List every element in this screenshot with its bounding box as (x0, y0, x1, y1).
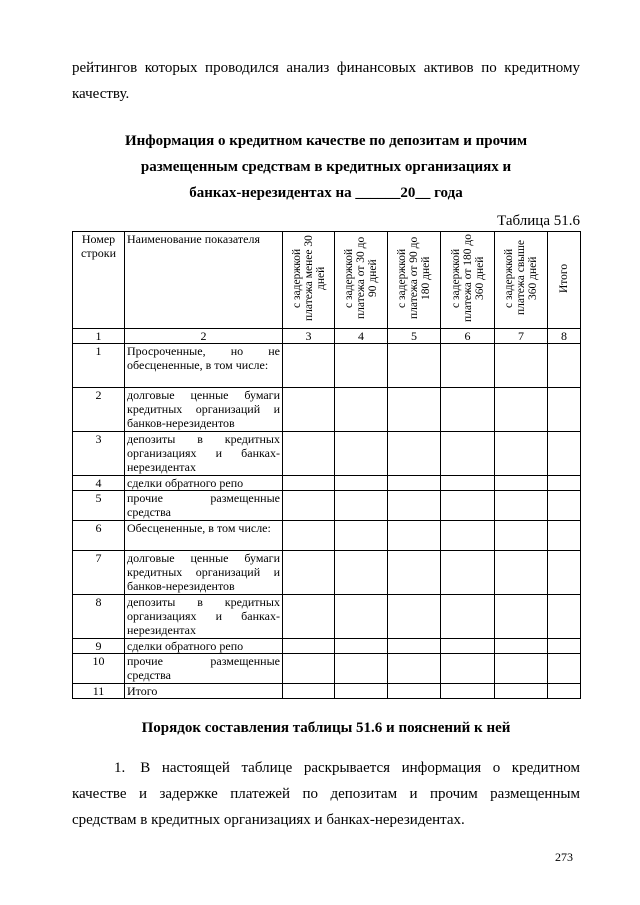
table-cell (441, 344, 495, 388)
table-cell (548, 476, 581, 491)
table-cell (335, 491, 388, 521)
title-line: размещенным средствам в кредитных организациях и (140, 159, 512, 175)
table-cell (283, 521, 335, 551)
row-number: 5 (73, 491, 125, 521)
table-row (73, 388, 581, 432)
table-cell (283, 344, 335, 388)
column-number: 6 (441, 329, 495, 344)
column-number: 4 (335, 329, 388, 344)
table-row (73, 432, 581, 476)
table-cell (335, 388, 388, 432)
table-cell (388, 432, 441, 476)
table-cell (283, 551, 335, 595)
row-name: сделки обратного репо (125, 476, 283, 491)
table-row (73, 654, 581, 684)
table-row (73, 595, 581, 639)
table-cell (495, 551, 548, 595)
table-cell (495, 639, 548, 654)
header-delay-30-90: с задержкой платежа от 30 до 90 дней (335, 232, 388, 329)
table-cell (335, 476, 388, 491)
table-cell (495, 388, 548, 432)
table-cell (495, 432, 548, 476)
table-cell (335, 551, 388, 595)
table-cell (388, 476, 441, 491)
row-number: 2 (73, 388, 125, 432)
table-cell (441, 654, 495, 684)
table-cell (441, 595, 495, 639)
table-cell (441, 476, 495, 491)
table-cell (283, 388, 335, 432)
table-cell (283, 476, 335, 491)
row-number: 10 (73, 654, 125, 684)
table-cell (388, 388, 441, 432)
title-line: Информация о кредитном качестве по депозитам и прочим (124, 133, 528, 149)
table-row (73, 344, 581, 388)
table-cell (388, 595, 441, 639)
intro-paragraph (72, 55, 580, 107)
column-number: 7 (495, 329, 548, 344)
header-delay-under-30: с задержкой платежа менее 30 дней (283, 232, 335, 329)
table-cell (388, 521, 441, 551)
credit-quality-table (72, 231, 581, 699)
paragraph-line: средствам в кредитных организациях и банках-нерезидентах. (72, 812, 465, 828)
table-cell (335, 654, 388, 684)
table-cell (548, 551, 581, 595)
row-name: прочие размещенные средства (125, 654, 283, 684)
row-number: 1 (73, 344, 125, 388)
column-number: 1 (73, 329, 125, 344)
row-number: 7 (73, 551, 125, 595)
explanation-paragraph (72, 755, 580, 833)
table-cell (335, 521, 388, 551)
header-indicator-name: Наименование показателя (125, 232, 283, 329)
row-name: долговые ценные бумаги кредитных организаций и банков-нерезидентов (125, 388, 283, 432)
row-name: Просроченные, но не обесцененные, в том числе: (125, 344, 283, 388)
row-number: 6 (73, 521, 125, 551)
table-cell (388, 491, 441, 521)
table-cell (495, 476, 548, 491)
column-number-row (73, 329, 581, 344)
table-row (73, 639, 581, 654)
column-number: 2 (125, 329, 283, 344)
table-cell (441, 491, 495, 521)
row-number: 8 (73, 595, 125, 639)
row-name: депозиты в кредитных организациях и банках-нерезидентах (125, 595, 283, 639)
table-cell (441, 684, 495, 699)
header-delay-90-180: с задержкой платежа от 90 до 180 дней (388, 232, 441, 329)
table-cell (388, 551, 441, 595)
paragraph-line: 1. В настоящей таблице раскрывается информация о кредитном (114, 760, 580, 776)
page-number: 273 (555, 850, 573, 864)
header-row-number: Номер строки (73, 232, 125, 329)
row-name: депозиты в кредитных организациях и банках-нерезидентах (125, 432, 283, 476)
table-cell (335, 344, 388, 388)
table-cell (548, 654, 581, 684)
table-cell (283, 491, 335, 521)
table-cell (441, 521, 495, 551)
table-cell (441, 551, 495, 595)
table-cell (548, 684, 581, 699)
table-row (73, 476, 581, 491)
column-number: 5 (388, 329, 441, 344)
row-name: сделки обратного репо (125, 639, 283, 654)
title-line: банках-нерезидентах на ______20__ года (189, 185, 463, 201)
table-cell (441, 388, 495, 432)
header-total: Итого (548, 232, 581, 329)
table-cell (495, 654, 548, 684)
table-cell (283, 654, 335, 684)
table-cell (388, 654, 441, 684)
header-delay-180-360: с задержкой платежа от 180 до 360 дней (441, 232, 495, 329)
row-name: долговые ценные бумаги кредитных организаций и банков-нерезидентов (125, 551, 283, 595)
table-row (73, 521, 581, 551)
table-cell (495, 521, 548, 551)
table-label: Таблица 51.6 (497, 213, 580, 229)
header-delay-over-360: с задержкой платежа свыше 360 дней (495, 232, 548, 329)
table-cell (495, 491, 548, 521)
table-cell (495, 595, 548, 639)
table-cell (495, 684, 548, 699)
table-cell (283, 595, 335, 639)
table-cell (335, 639, 388, 654)
intro-line: рейтингов которых проводился анализ финансовых активов по кредитному (72, 60, 580, 76)
table-cell (283, 639, 335, 654)
table-cell (548, 521, 581, 551)
table-cell (495, 344, 548, 388)
table-cell (548, 595, 581, 639)
table-cell (441, 432, 495, 476)
paragraph-line: качестве и задержке платежей по депозитам и прочим размещенным (72, 786, 580, 802)
column-number: 8 (548, 329, 581, 344)
row-number: 4 (73, 476, 125, 491)
row-number: 9 (73, 639, 125, 654)
table-cell (335, 595, 388, 639)
table-cell (548, 491, 581, 521)
table-cell (388, 344, 441, 388)
table-cell (335, 432, 388, 476)
table-cell (548, 639, 581, 654)
table-cell (548, 388, 581, 432)
table-cell (283, 684, 335, 699)
row-name: прочие размещенные средства (125, 491, 283, 521)
row-name: Обесцененные, в том числе: (125, 521, 283, 551)
table-row (73, 551, 581, 595)
table-row (73, 491, 581, 521)
table-cell (441, 639, 495, 654)
table-title (72, 128, 580, 206)
table-cell (548, 432, 581, 476)
intro-line: качеству. (72, 86, 130, 102)
table-header-row (73, 232, 581, 329)
table-cell (335, 684, 388, 699)
table-cell (283, 432, 335, 476)
section-title: Порядок составления таблицы 51.6 и пояснений к ней (141, 720, 511, 736)
row-name: Итого (125, 684, 283, 699)
table-cell (548, 344, 581, 388)
row-number: 11 (73, 684, 125, 699)
row-number: 3 (73, 432, 125, 476)
table-row (73, 684, 581, 699)
table-cell (388, 684, 441, 699)
column-number: 3 (283, 329, 335, 344)
table-cell (388, 639, 441, 654)
